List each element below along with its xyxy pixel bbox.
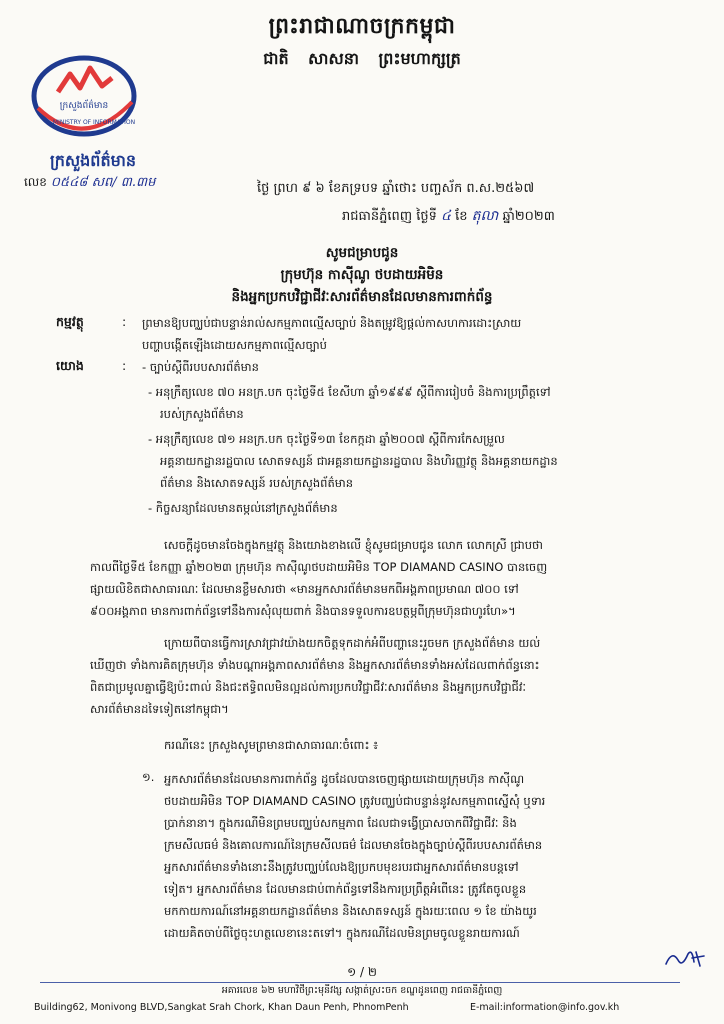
- solar-month-prefix: ខែ: [455, 209, 468, 224]
- national-motto: ជាតិ សាសនា ព្រះមហាក្សត្រ: [263, 49, 461, 68]
- lunar-date: ថ្ងៃ ព្រហ ៩ ៦ ខែភទ្របទ ឆ្នាំថោះ បញ្ចស័ក ព.ស.២៥៦៧: [257, 181, 535, 196]
- ministry-logo: [28, 52, 146, 148]
- kingdom-heading: ព្រះរាជាណាចក្រកម្ពុជា: [268, 14, 456, 39]
- solar-date-prefix: រាជធានីភ្នំពេញ ថ្ងៃទី: [342, 209, 437, 224]
- item-1-line: ក្រមសីលធម៌ និងគោលការណ៍នៃក្រមសីលធម៌ ដែលមានចែងក្នុងច្បាប់ស្តីពីរបបសារព័ត៌មាន: [164, 838, 543, 852]
- paragraph-1-line: ៩០០អង្គភាព មានការពាក់ព័ន្ធទៅនឹងការសុំលុយពាក់ និងបានទទួលការឧបត្ថម្ភពីក្រុមហ៊ុនជាហូរហែ»។: [90, 604, 516, 618]
- reference-item-continued: របស់ក្រសួងព័ត៌មាន: [160, 407, 244, 421]
- reference-number: [24, 174, 155, 193]
- reference-item: - អនុក្រឹត្យលេខ ៧០ អនក្រ.បក ចុះថ្ងៃទី៥ ខែសីហា ឆ្នាំ១៩៩៩ ស្តីពីការរៀបចំ និងការប្រព្រឹត្តទៅ: [148, 385, 551, 399]
- paragraph-1-line: ផ្សាយលិខិតជាសាធារណៈ ដែលមានខ្លឹមសារថា «មានអ្នកសារព័ត៌មានមកពីអង្គភាពប្រមាណ ៧០០ ទៅ: [90, 582, 519, 596]
- reference-item-continued: ព័ត៌មាន និងសោតទស្សន៍ របស់ក្រសួងព័ត៌មាន: [160, 476, 354, 490]
- paragraph-1-line: សេចក្តីដូចមានចែងក្នុងកម្មវត្ថុ និងយោងខាងលើ ខ្ញុំសូមជម្រាបជូន លោក លោកស្រី ជ្រាបថា: [164, 538, 543, 552]
- logo-ring-text: MINISTRY OF INFORMATION: [52, 119, 136, 126]
- item-1-line: ដោយគិតចាប់ពីថ្ងៃចុះហត្ថលេខានេះតទៅ។ ក្នុងករណីដែលមិនព្រមចូលខ្លួនរាយការណ៍: [164, 926, 520, 940]
- solar-day: ៤: [441, 208, 451, 224]
- item-1-line: ទៀត។ អ្នកសារព័ត៌មាន ដែលមានជាប់ពាក់ព័ន្ធទៅនឹងការប្រព្រឹត្តអំពើនេះ ត្រូវតែចូលខ្លួន: [164, 882, 527, 896]
- title-line-2: ក្រុមហ៊ុន កាស៊ីណូ ថបដាយអិមិន: [280, 267, 444, 283]
- logo-signal-bars: [58, 68, 112, 92]
- reference-section-label: យោង: [56, 358, 84, 373]
- footer-address-english: Building62, Monivong BLVD,Sangkat Srah Chork, Khan Daun Penh, PhnomPenh: [34, 1002, 409, 1013]
- title-line-1: សូមជម្រាបជូន: [325, 245, 399, 261]
- item-1-line: អ្នកសារព័ត៌មានដែលមានការពាក់ព័ន្ធ ដូចដែលបានចេញផ្សាយដោយក្រុមហ៊ុន កាស៊ីណូ: [164, 772, 525, 786]
- footer-divider: [40, 982, 680, 983]
- subject-label: កម្មវត្ថុ: [56, 314, 84, 329]
- ministry-name: ក្រសួងព័ត៌មាន: [49, 151, 136, 170]
- reference-label: លេខ: [24, 175, 47, 189]
- logo-inner-text: ក្រសួងព័ត៌មាន: [59, 101, 109, 111]
- item-1-line: មកកាយការណ៍នៅអគ្គនាយកដ្ឋានព័ត៌មាន និងសោតទស្សន៍ ក្នុងរយៈពេល ១ ខែ យ៉ាងយូរ: [164, 904, 537, 918]
- paragraph-2-line: ពិតជាប្រមូលគ្នាធ្វើឱ្យប៉ះពាល់ និងជះឥទ្ធិពលមិនល្អដល់ការប្រកបវិជ្ជាជីវៈសារព័ត៌មាន និងអ្នកប្រកបវិជ្ជាជីវៈ: [90, 680, 526, 694]
- item-1-line: ថបដាយអិមិន TOP DIAMAND CASINO ត្រូវបញ្ឈប់ជាបន្ទាន់នូវសកម្មភាពស្នើសុំ ឬទារ: [164, 794, 546, 808]
- reference-value: ០៥៤៨ សព/ ៣.៣ម: [50, 175, 156, 190]
- reference-item: - ច្បាប់ស្តីពីរបបសារព័ត៌មាន: [142, 360, 259, 374]
- reference-item: - អនុក្រឹត្យលេខ ៧១ អនក្រ.បក ចុះថ្ងៃទី១៣ ខែកក្កដា ឆ្នាំ២០០៧ ស្តីពីការកែសម្រួល: [148, 432, 505, 446]
- paragraph-1-line: កាលពីថ្ងៃទី៥ ខែកញ្ញា ឆ្នាំ២០២៣ ក្រុមហ៊ុន កាស៊ីណូថបដាយអិមិន TOP DIAMAND CASINO បានចេញ: [90, 560, 548, 574]
- reference-colon: :: [122, 358, 127, 373]
- paragraph-2-line: សារព័ត៌មានដទៃទៀតនៅកម្ពុជា។: [90, 702, 229, 716]
- subject-colon: :: [122, 314, 127, 329]
- solar-month: តុលា: [471, 208, 499, 224]
- reference-item-continued: អគ្គនាយកដ្ឋានរដ្ឋបាល សោតទស្សន៍ ជាអគ្គនាយកដ្ឋានរដ្ឋបាល និងហិរញ្ញវត្ថុ និងអគ្គនាយកដ្ឋាន: [160, 454, 558, 468]
- title-line-3: និងអ្នកប្រកបវិជ្ជាជីវៈសារព័ត៌មានដែលមានការពាក់ព័ន្ធ: [231, 289, 493, 305]
- paragraph-2-line: ឃើញថា ទាំងការគិតក្រុមហ៊ុន ទាំងបណ្តាអង្គភាពសារព័ត៌មាន និងអ្នកសារព័ត៌មានទាំងអស់ដែលពាក់ព័ន្ធនោះ: [90, 658, 540, 672]
- solar-date: [342, 206, 555, 227]
- subject-line-2: បញ្ហាបង្កើតឡើងដោយសកម្មភាពល្មើសច្បាប់: [142, 338, 327, 352]
- footer-email: E-mail:information@info.gov.kh: [470, 1002, 620, 1013]
- paragraph-2-line: ក្រោយពីបានធ្វើការស្រាវជ្រាវយ៉ាងយកចិត្តទុកដាក់អំពីបញ្ហានេះរួចមក ក្រសួងព័ត៌មាន យល់: [164, 636, 541, 650]
- item-1-line: អ្នកសារព័ត៌មានទាំងនោះនឹងត្រូវបញ្ឈប់លែងឱ្យប្រកបមុខរបរជាអ្នកសារព័ត៌មានបន្តទៅ: [164, 860, 519, 874]
- item-1-line: ប្រាក់នានា។ ក្នុងករណីមិនព្រមបញ្ឈប់សកម្មភាព ដែលជាទង្វើប្រាសចាកពីវិជ្ជាជីវៈ និង: [164, 816, 517, 830]
- page-number: ១ / ២: [347, 965, 377, 979]
- solar-year: ឆ្នាំ២០២៣: [502, 209, 555, 224]
- reference-item: - កិច្ចសន្យាដែលមានតម្កល់នៅក្រសួងព័ត៌មាន: [148, 501, 338, 515]
- paragraph-3: ករណីនេះ ក្រសួងសូមព្រមានជាសាធារណៈចំពោះ ៖: [164, 738, 379, 752]
- subject-line-1: ព្រមានឱ្យបញ្ឈប់ជាបន្ទាន់រាល់សកម្មភាពល្មើសច្បាប់ និងតម្រូវឱ្យផ្តល់កាសហការដោះស្រាយ: [142, 316, 522, 330]
- item-1-number: ១.: [142, 770, 155, 784]
- footer-address-khmer: អគារលេខ ៦២ មហាវិថីព្រះមុនីវង្ស សង្កាត់ស្រះចក ខណ្ឌដូនពេញ រាជធានីភ្នំពេញ: [221, 985, 503, 996]
